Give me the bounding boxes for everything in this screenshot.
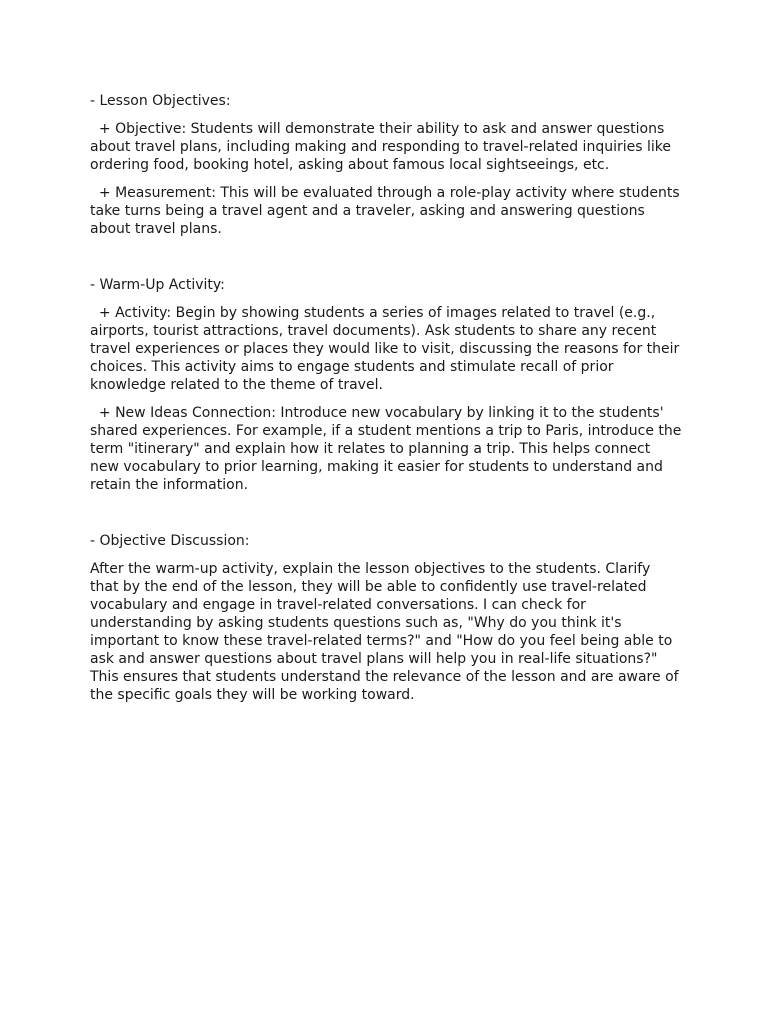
warm-up-heading: - Warm-Up Activity: <box>90 277 225 293</box>
lesson-objectives-heading: - Lesson Objectives: <box>90 93 231 109</box>
lesson-objectives-section <box>90 92 685 238</box>
activity-paragraph: + Activity: Begin by showing students a series of images related to travel (e.g., airports, tourist attractions, travel documents). Ask students to share any recent travel experiences or places they would like to visit, discussing the reasons for their choices. This activity aims to engage students and stimulate recall of prior knowledge related to the theme of travel. <box>90 305 684 393</box>
objective-discussion-section <box>90 532 682 704</box>
section-spacer <box>90 248 682 276</box>
objective-paragraph: + Objective: Students will demonstrate their ability to ask and answer questions about travel plans, including making and responding to travel-related inquiries like ordering food, booking hotel, asking about famous local sightseeings, etc. <box>90 121 676 173</box>
objective-discussion-heading: - Objective Discussion: <box>90 533 250 549</box>
warm-up-section <box>90 276 686 494</box>
measurement-paragraph: + Measurement: This will be evaluated through a role-play activity where students take turns being a travel agent and a traveler, asking and answering questions about travel plans. <box>90 185 685 237</box>
section-spacer <box>90 504 682 532</box>
objective-discussion-paragraph: After the warm-up activity, explain the lesson objectives to the students. Clarify that by the end of the lesson, they will be able to confidently use travel-related vocabulary and engage in travel-related conversations. I can check for understanding by asking students questions such as, "Why do you think it's important to know these travel-related terms?" and "How do you feel being able to ask and answer questions about travel plans will help you in real-life situations?" This ensures that students understand the relevance of the lesson and are aware of the specific goals they will be working toward. <box>90 561 684 703</box>
new-ideas-paragraph: + New Ideas Connection: Introduce new vocabulary by linking it to the students' shared experiences. For example, if a student mentions a trip to Paris, introduce the term "itinerary" and explain how it relates to planning a trip. This helps connect new vocabulary to prior learning, making it easier for students to understand and retain the information. <box>90 405 686 493</box>
document-page <box>90 92 686 714</box>
